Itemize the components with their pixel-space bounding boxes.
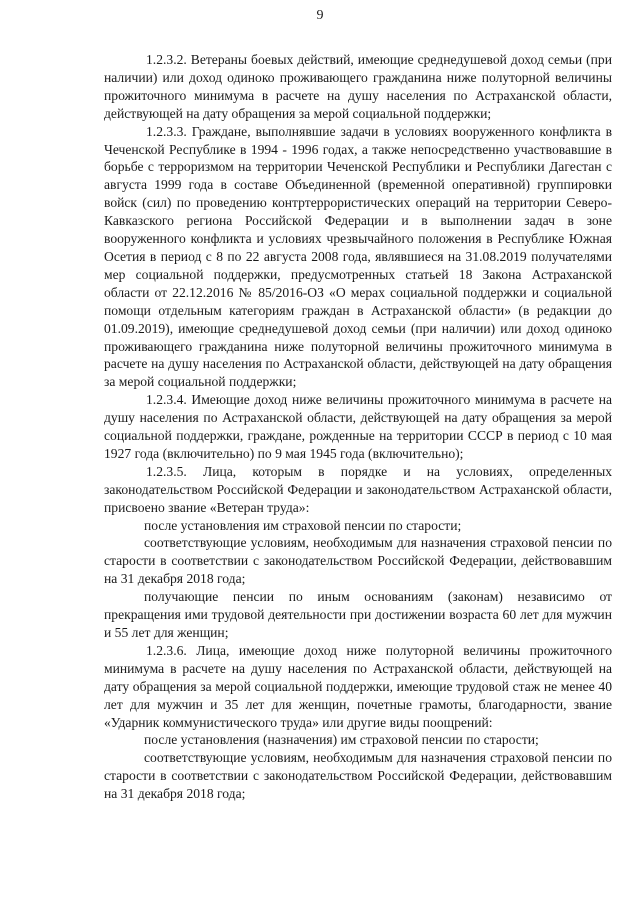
labor-condition-1: после установления (назначения) им страховой пенсии по старости; (144, 732, 539, 748)
paragraph-1-2-3-5: 1.2.3.5. Лица, которым в порядке и на условиях, определенных законодательством Российской Федерации и законодательством Астраханской области, присвоено звание «Ветеран труда»: (104, 463, 612, 515)
paragraph-1-2-3-6: 1.2.3.6. Лица, имеющие доход ниже полуторной величины прожиточного минимума в расчете на душу населения по Астраханской области, действующей на дату обращения за мерой социальной поддержки, имеющие трудовой стаж не менее 40 лет для мужчин и 35 лет для женщин, почетные грамоты, благодарности, звание «Ударник коммунистического труда» или другие виды поощрений: (104, 642, 612, 730)
paragraph-1-2-3-3: 1.2.3.3. Граждане, выполнявшие задачи в условиях вооруженного конфликта в Чеченской Республике в 1994 - 1996 годах, а также непосредственно участвовавшие в борьбе с терроризмом на территории Чеченской Республики и Республики Дагестан с августа 1999 года в составе Объединенной (временной оперативной) группировки войск (сил) по проведению контртеррористических операций на территории Северо-Кавказского региона Российской Федерации и в выполнении задач в зоне вооруженного конфликта и условиях чрезвычайного положения в Республике Южная Осетия в период с 8 по 22 августа 2008 года, являвшиеся на 31.08.2019 получателями мер социальной поддержки, предусмотренных статьей 18 Закона Астраханской области от 22.12.2016 № 85/2016-ОЗ «О мерах социальной поддержки и социальной помощи отдельным категориям граждан в Астраханской области» (в редакции до 01.09.2019), имеющие среднедушевой доход семьи (при наличии) или доход одиноко проживающего гражданина ниже полуторной величины прожиточного минимума в расчете на душу населения по Астраханской области, действующей на дату обращения за мерой социальной поддержки; (104, 123, 612, 390)
page-number: 9 (316, 8, 324, 23)
veteran-condition-2: соответствующие условиям, необходимым для назначения страховой пенсии по старости в соответствии с законодательством Российской Федерации, действовавшим на 31 декабря 2018 года; (104, 535, 612, 587)
document-body (104, 51, 612, 803)
paragraph-1-2-3-2: 1.2.3.2. Ветераны боевых действий, имеющие среднедушевой доход семьи (при наличии) или доход одиноко проживающего гражданина ниже полуторной величины прожиточного минимума в расчете на душу населения по Астраханской области, действующей на дату обращения за мерой социальной поддержки; (104, 52, 612, 121)
veteran-condition-1: после установления им страховой пенсии по старости; (144, 517, 462, 533)
paragraph-1-2-3-4: 1.2.3.4. Имеющие доход ниже величины прожиточного минимума в расчете на душу населения по Астраханской области, действующей на дату обращения за мерой социальной поддержки, граждане, рожденные на территории СССР в период с 10 мая 1927 года (включительно) по 9 мая 1945 года (включительно); (104, 392, 612, 461)
veteran-condition-3: получающие пенсии по иным основаниям (законам) независимо от прекращения ими трудовой деятельности при достижении возраста 60 лет для мужчин и 55 лет для женщин; (104, 589, 612, 640)
labor-condition-2: соответствующие условиям, необходимым для назначения страховой пенсии по старости в соответствии с законодательством Российской Федерации, действовавшим на 31 декабря 2018 года; (104, 750, 612, 802)
